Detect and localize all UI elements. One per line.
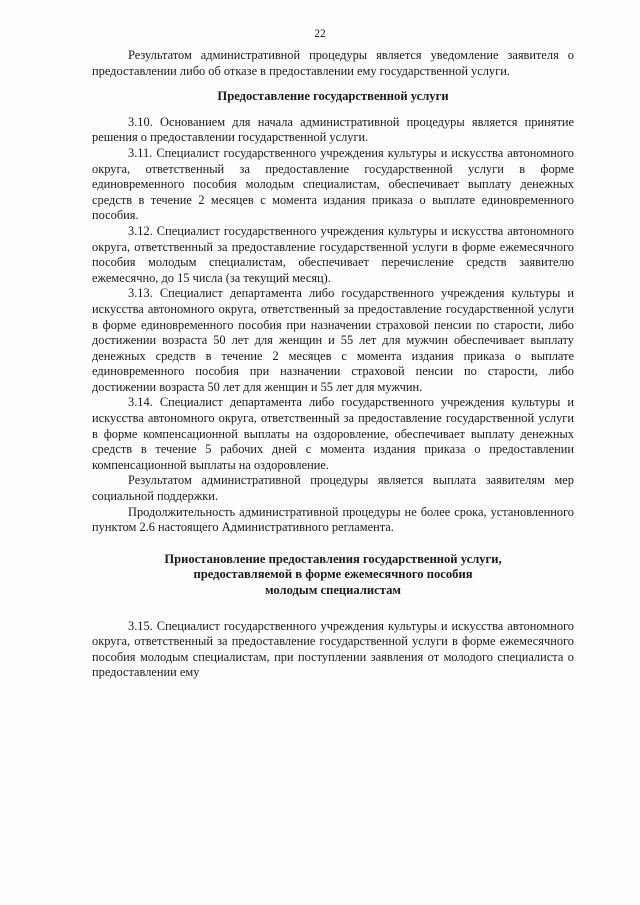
- paragraph-3-15: 3.15. Специалист государственного учреждения культуры и искусства автономного округа, ответственный за предоставление государственной услуги в форме ежемесячного пособия молодым специалистам, при поступлении заявления от молодого специалиста о предоставлении ему: [92, 618, 574, 680]
- document-body: [92, 48, 574, 681]
- paragraph-duration: Продолжительность административной процедуры не более срока, установленного пунктом 2.6 настоящего Административного регламента.: [92, 504, 574, 535]
- paragraph-result: Результатом административной процедуры является выплата заявителям мер социальной поддержки.: [92, 473, 574, 504]
- section-heading-suspension: [92, 552, 574, 599]
- paragraph-3-13: 3.13. Специалист департамента либо государственного учреждения культуры и искусства автономного округа, ответственный за предоставление государственной услуги в форме единовременного пособия при назначении страховой пенсии по старости, либо достижении возраста 50 лет для женщин и 55 лет для мужчин обеспечивает выплату денежных средств в течение 2 месяцев с момента издания приказа о выплате единовременного пособия при назначении страховой пенсии по старости, либо достижении возраста 50 лет для женщин и 55 лет для мужчин.: [92, 286, 574, 394]
- page-number: 22: [314, 28, 326, 40]
- paragraph-3-12: 3.12. Специалист государственного учреждения культуры и искусства автономного округа, ответственный за предоставление государственной услуги в форме ежемесячного пособия молодым специалистам, обеспечивает перечисление средств заявителю ежемесячно, до 15 числа (за текущий месяц).: [92, 223, 574, 285]
- paragraph-3-11: 3.11. Специалист государственного учреждения культуры и искусства автономного округа, ответственный за предоставление государственной услуги в форме единовременного пособия молодым специалистам, обеспечивает выплату денежных средств в течение 2 месяцев с момента издания приказа о выплате единовременного пособия.: [92, 145, 574, 223]
- paragraph-3-10: 3.10. Основанием для начала административной процедуры является принятие решения о предоставлении государственной услуги.: [92, 114, 574, 145]
- heading-line: Приостановление предоставления государственной услуги,: [164, 551, 502, 566]
- heading-line: молодым специалистам: [265, 583, 401, 597]
- heading-line: предоставляемой в форме ежемесячного пособия: [193, 567, 473, 582]
- intro-paragraph: Результатом административной процедуры является уведомление заявителя о предоставлении либо об отказе в предоставлении ему государственной услуги.: [92, 48, 574, 78]
- paragraph-3-14: 3.14. Специалист департамента либо государственного учреждения культуры и искусства автономного округа, ответственный за предоставление государственной услуги в форме компенсационной выплаты на оздоровление, обеспечивает выплату денежных средств в течение 5 рабочих дней с момента издания приказа о предоставлении компенсационной выплаты на оздоровление.: [92, 395, 574, 472]
- section-heading-provision: Предоставление государственной услуги: [217, 89, 449, 104]
